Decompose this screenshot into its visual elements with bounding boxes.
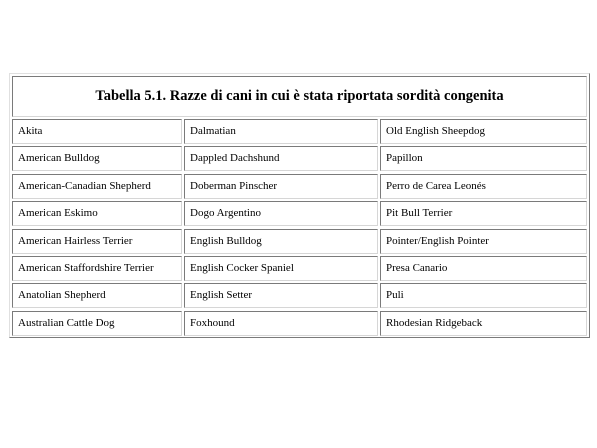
table-cell: Presa Canario xyxy=(380,256,587,281)
table-cell: American Bulldog xyxy=(12,146,182,171)
table-cell: American-Canadian Shepherd xyxy=(12,174,182,199)
table-cell: Anatolian Shepherd xyxy=(12,283,182,308)
table-cell: English Setter xyxy=(184,283,378,308)
table-cell: American Hairless Terrier xyxy=(12,229,182,254)
table-cell: Papillon xyxy=(380,146,587,171)
table-cell: Perro de Carea Leonés xyxy=(380,174,587,199)
table-title: Tabella 5.1. Razze di cani in cui è stata riportata sordità congenita xyxy=(12,76,587,117)
table-cell: Pit Bull Terrier xyxy=(380,201,587,226)
table-cell: Foxhound xyxy=(184,311,378,336)
table-cell: Dappled Dachshund xyxy=(184,146,378,171)
table-cell: Rhodesian Ridgeback xyxy=(380,311,587,336)
breeds-table xyxy=(9,73,590,338)
table-cell: Puli xyxy=(380,283,587,308)
table-cell: English Bulldog xyxy=(184,229,378,254)
table-cell: Doberman Pinscher xyxy=(184,174,378,199)
table-cell: Old English Sheepdog xyxy=(380,119,587,144)
table-cell: Dogo Argentino xyxy=(184,201,378,226)
table-cell: Akita xyxy=(12,119,182,144)
table-cell: Dalmatian xyxy=(184,119,378,144)
table-cell: Pointer/English Pointer xyxy=(380,229,587,254)
table-cell: American Staffordshire Terrier xyxy=(12,256,182,281)
table-cell: American Eskimo xyxy=(12,201,182,226)
table-cell: Australian Cattle Dog xyxy=(12,311,182,336)
table-cell: English Cocker Spaniel xyxy=(184,256,378,281)
